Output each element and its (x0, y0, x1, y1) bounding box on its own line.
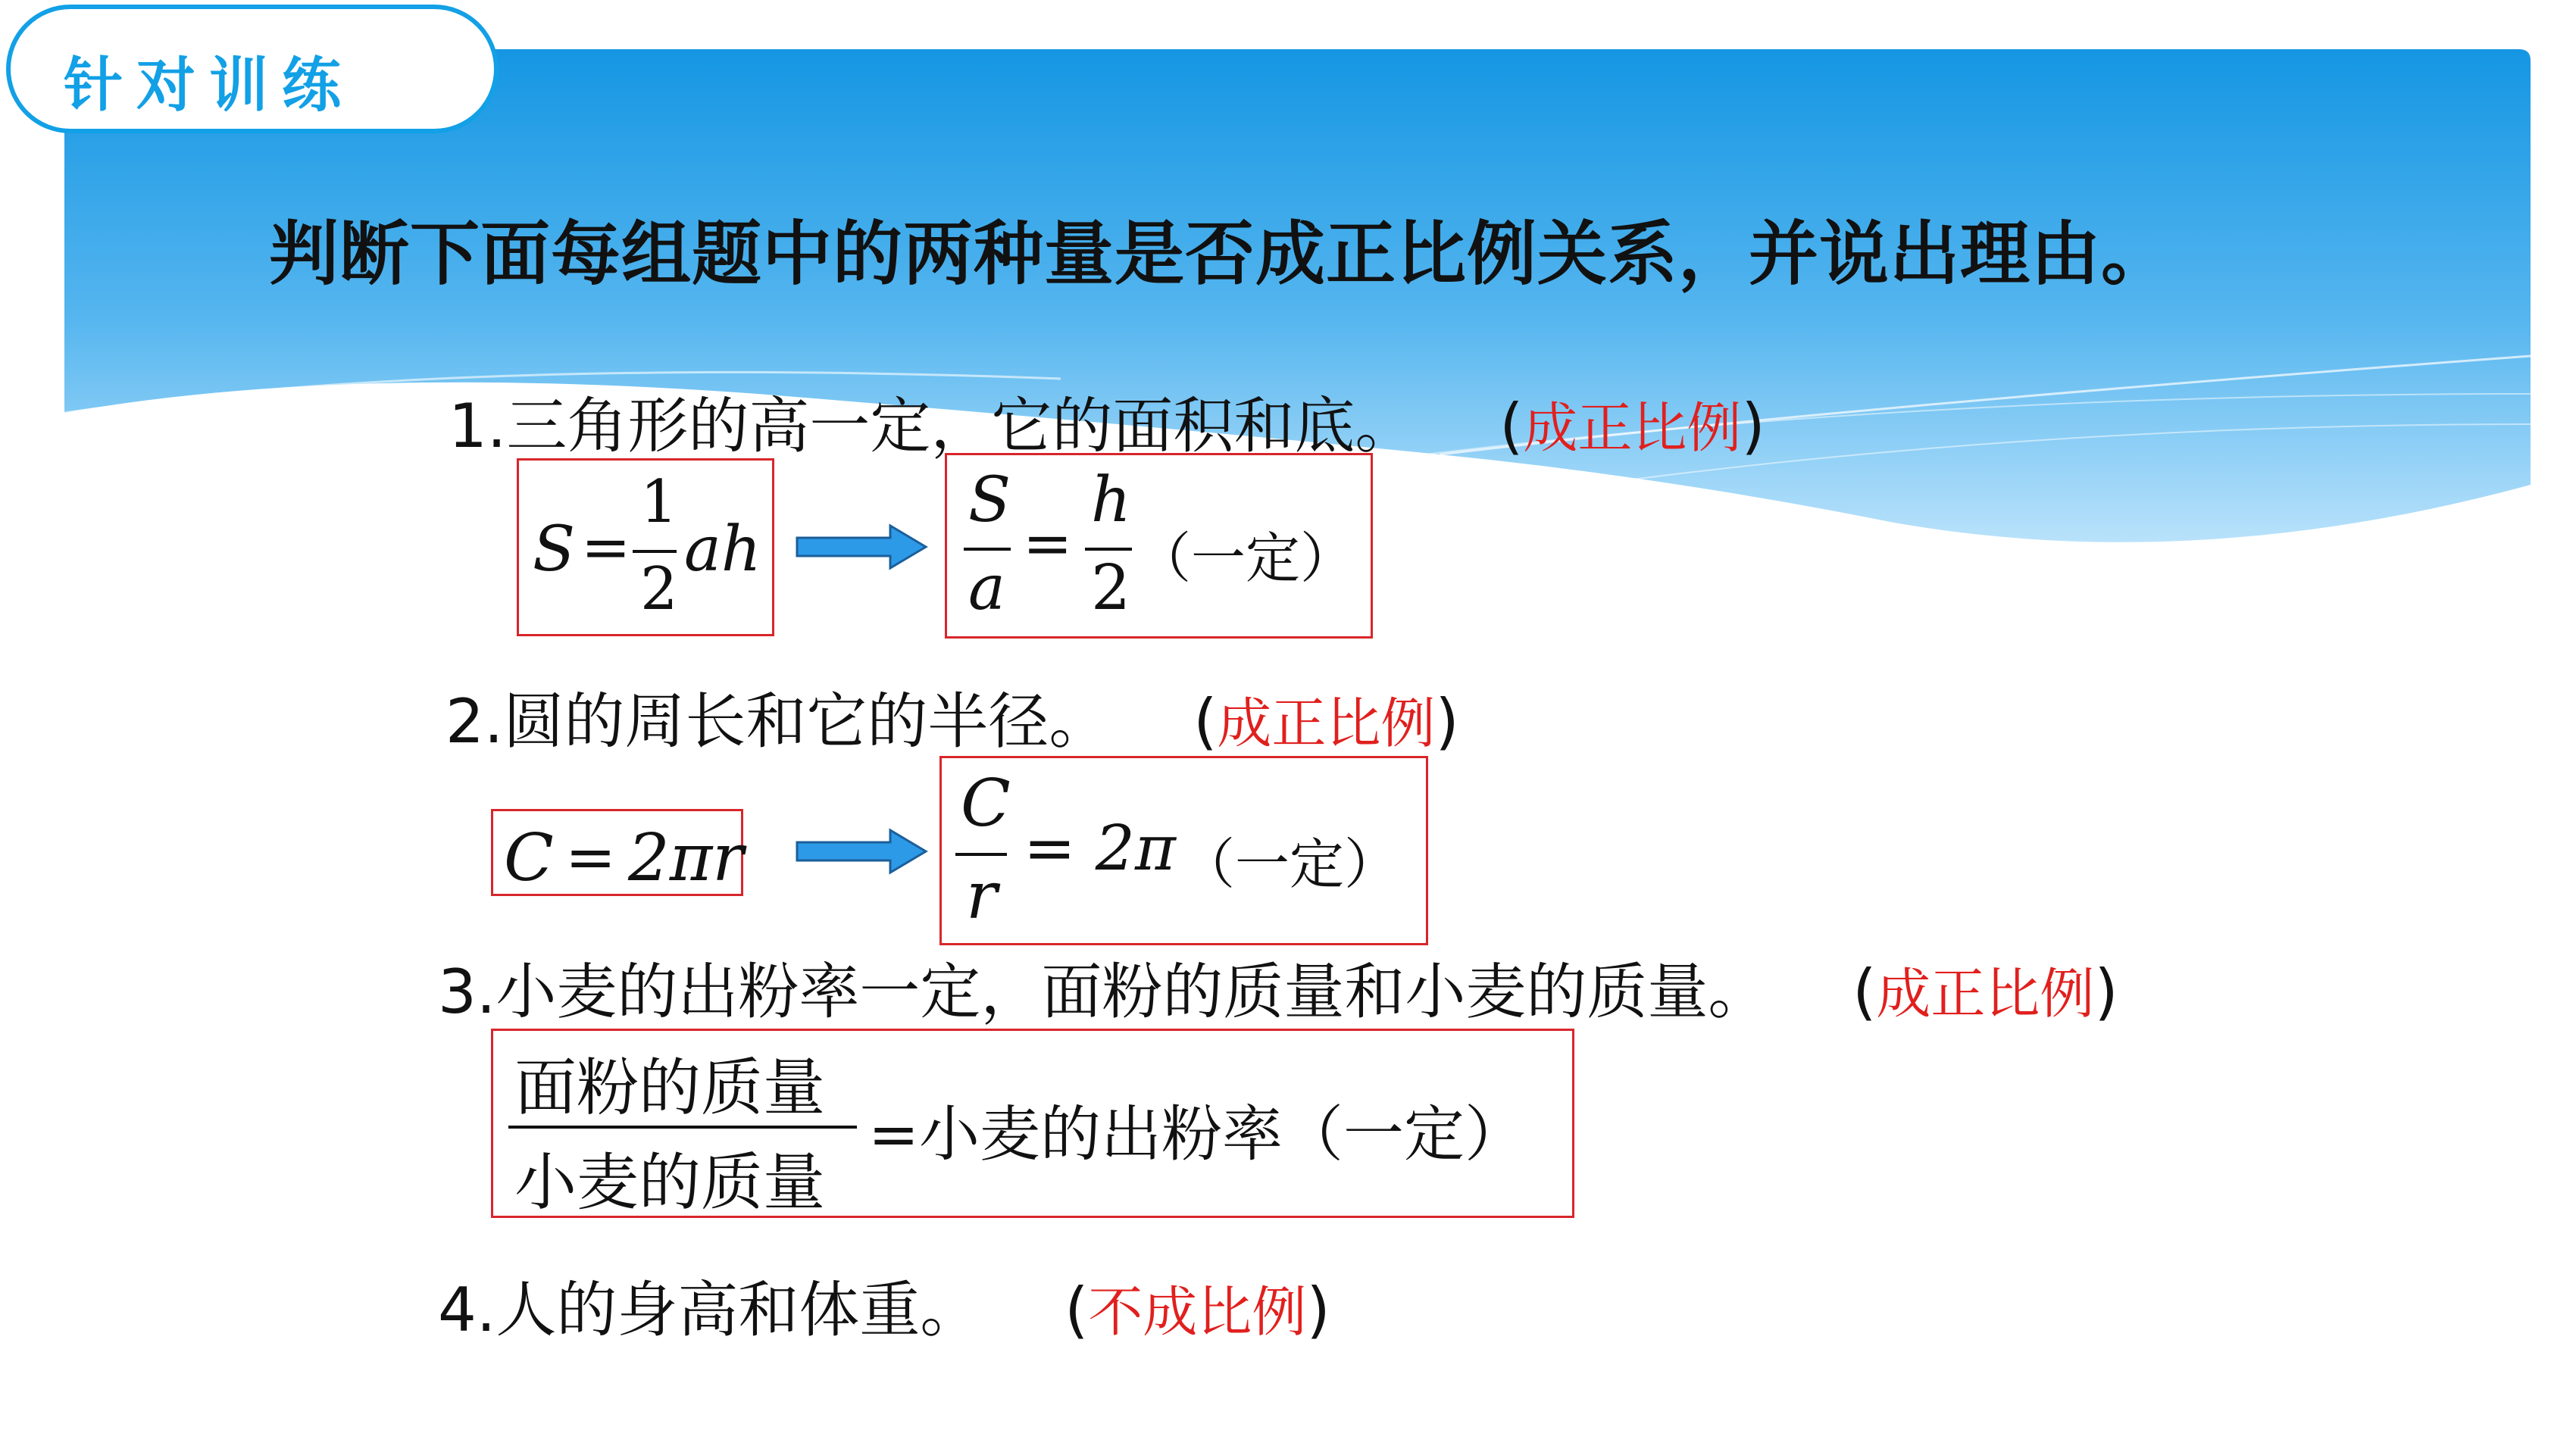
formula-box (517, 458, 774, 636)
formula-rhs: =小麦的出粉率（一定） (868, 1099, 1526, 1170)
fraction-numerator: h (1091, 464, 1131, 536)
paren-open: ( (1193, 686, 1218, 757)
formula-variables: ah (684, 514, 761, 586)
question-text: 2.圆的周长和它的半径。 (445, 686, 1110, 757)
arrow-right-icon (796, 523, 928, 571)
paren-close: ) (1435, 686, 1459, 757)
question-text: 3.小麦的出粉率一定，面粉的质量和小麦的质量。 (438, 957, 1769, 1027)
fraction-line (633, 550, 677, 553)
fraction-line (1085, 548, 1132, 551)
paren-close: ) (1741, 391, 1765, 461)
answer-text: 成正比例 (1523, 396, 1742, 460)
question-2 (445, 673, 1459, 760)
formula-note: （一定） (1136, 526, 1355, 590)
formula-equals: = (581, 514, 631, 582)
fraction-line (955, 853, 1007, 856)
formula-equals: = (565, 822, 617, 892)
formula-equals: = (1023, 510, 1073, 578)
fraction-denominator: 小麦的质量 (514, 1147, 826, 1219)
fraction-denominator: a (968, 552, 1005, 624)
section-tag-label: 针对训练 (64, 51, 355, 120)
page-title: 判断下面每组题中的两种量是否成正比例关系，并说出理由。 (269, 214, 2172, 295)
formula-variables: 2πr (628, 820, 744, 896)
fraction-numerator: 1 (640, 468, 678, 536)
formula-symbol: C (504, 820, 554, 896)
fraction-numerator: S (968, 464, 1011, 536)
answer-text: 成正比例 (1217, 692, 1436, 755)
paren-close: ) (2094, 957, 2118, 1027)
formula-note: （一定） (1180, 832, 1399, 896)
formula-box (939, 756, 1428, 945)
fraction-line (508, 1126, 857, 1129)
formula-box (945, 453, 1373, 639)
fraction-denominator: 2 (640, 555, 678, 623)
formula-rhs: = 2π (1024, 813, 1176, 885)
section-tag (6, 5, 499, 133)
answer-text: 不成比例 (1088, 1280, 1307, 1344)
fraction-line (964, 548, 1011, 551)
paren-close: ) (1306, 1275, 1330, 1345)
paren-open: ( (1852, 957, 1877, 1027)
question-text: 1.三角形的高一定，它的面积和底。 (449, 391, 1416, 461)
answer-text: 成正比例 (1876, 962, 2095, 1026)
fraction-numerator: 面粉的质量 (514, 1052, 826, 1124)
formula-box (491, 1029, 1574, 1218)
question-4 (438, 1261, 1330, 1348)
fraction-denominator: 2 (1091, 552, 1131, 624)
question-3 (438, 943, 2118, 1030)
paren-open: ( (1064, 1275, 1089, 1345)
fraction-denominator: r (966, 858, 998, 934)
formula-box (491, 809, 743, 896)
formula-symbol: S (533, 514, 576, 586)
question-text: 4.人的身高和体重。 (438, 1275, 981, 1345)
question-1 (449, 377, 1765, 464)
fraction-numerator: C (961, 766, 1011, 842)
paren-open: ( (1499, 391, 1524, 461)
arrow-right-icon (796, 827, 928, 876)
